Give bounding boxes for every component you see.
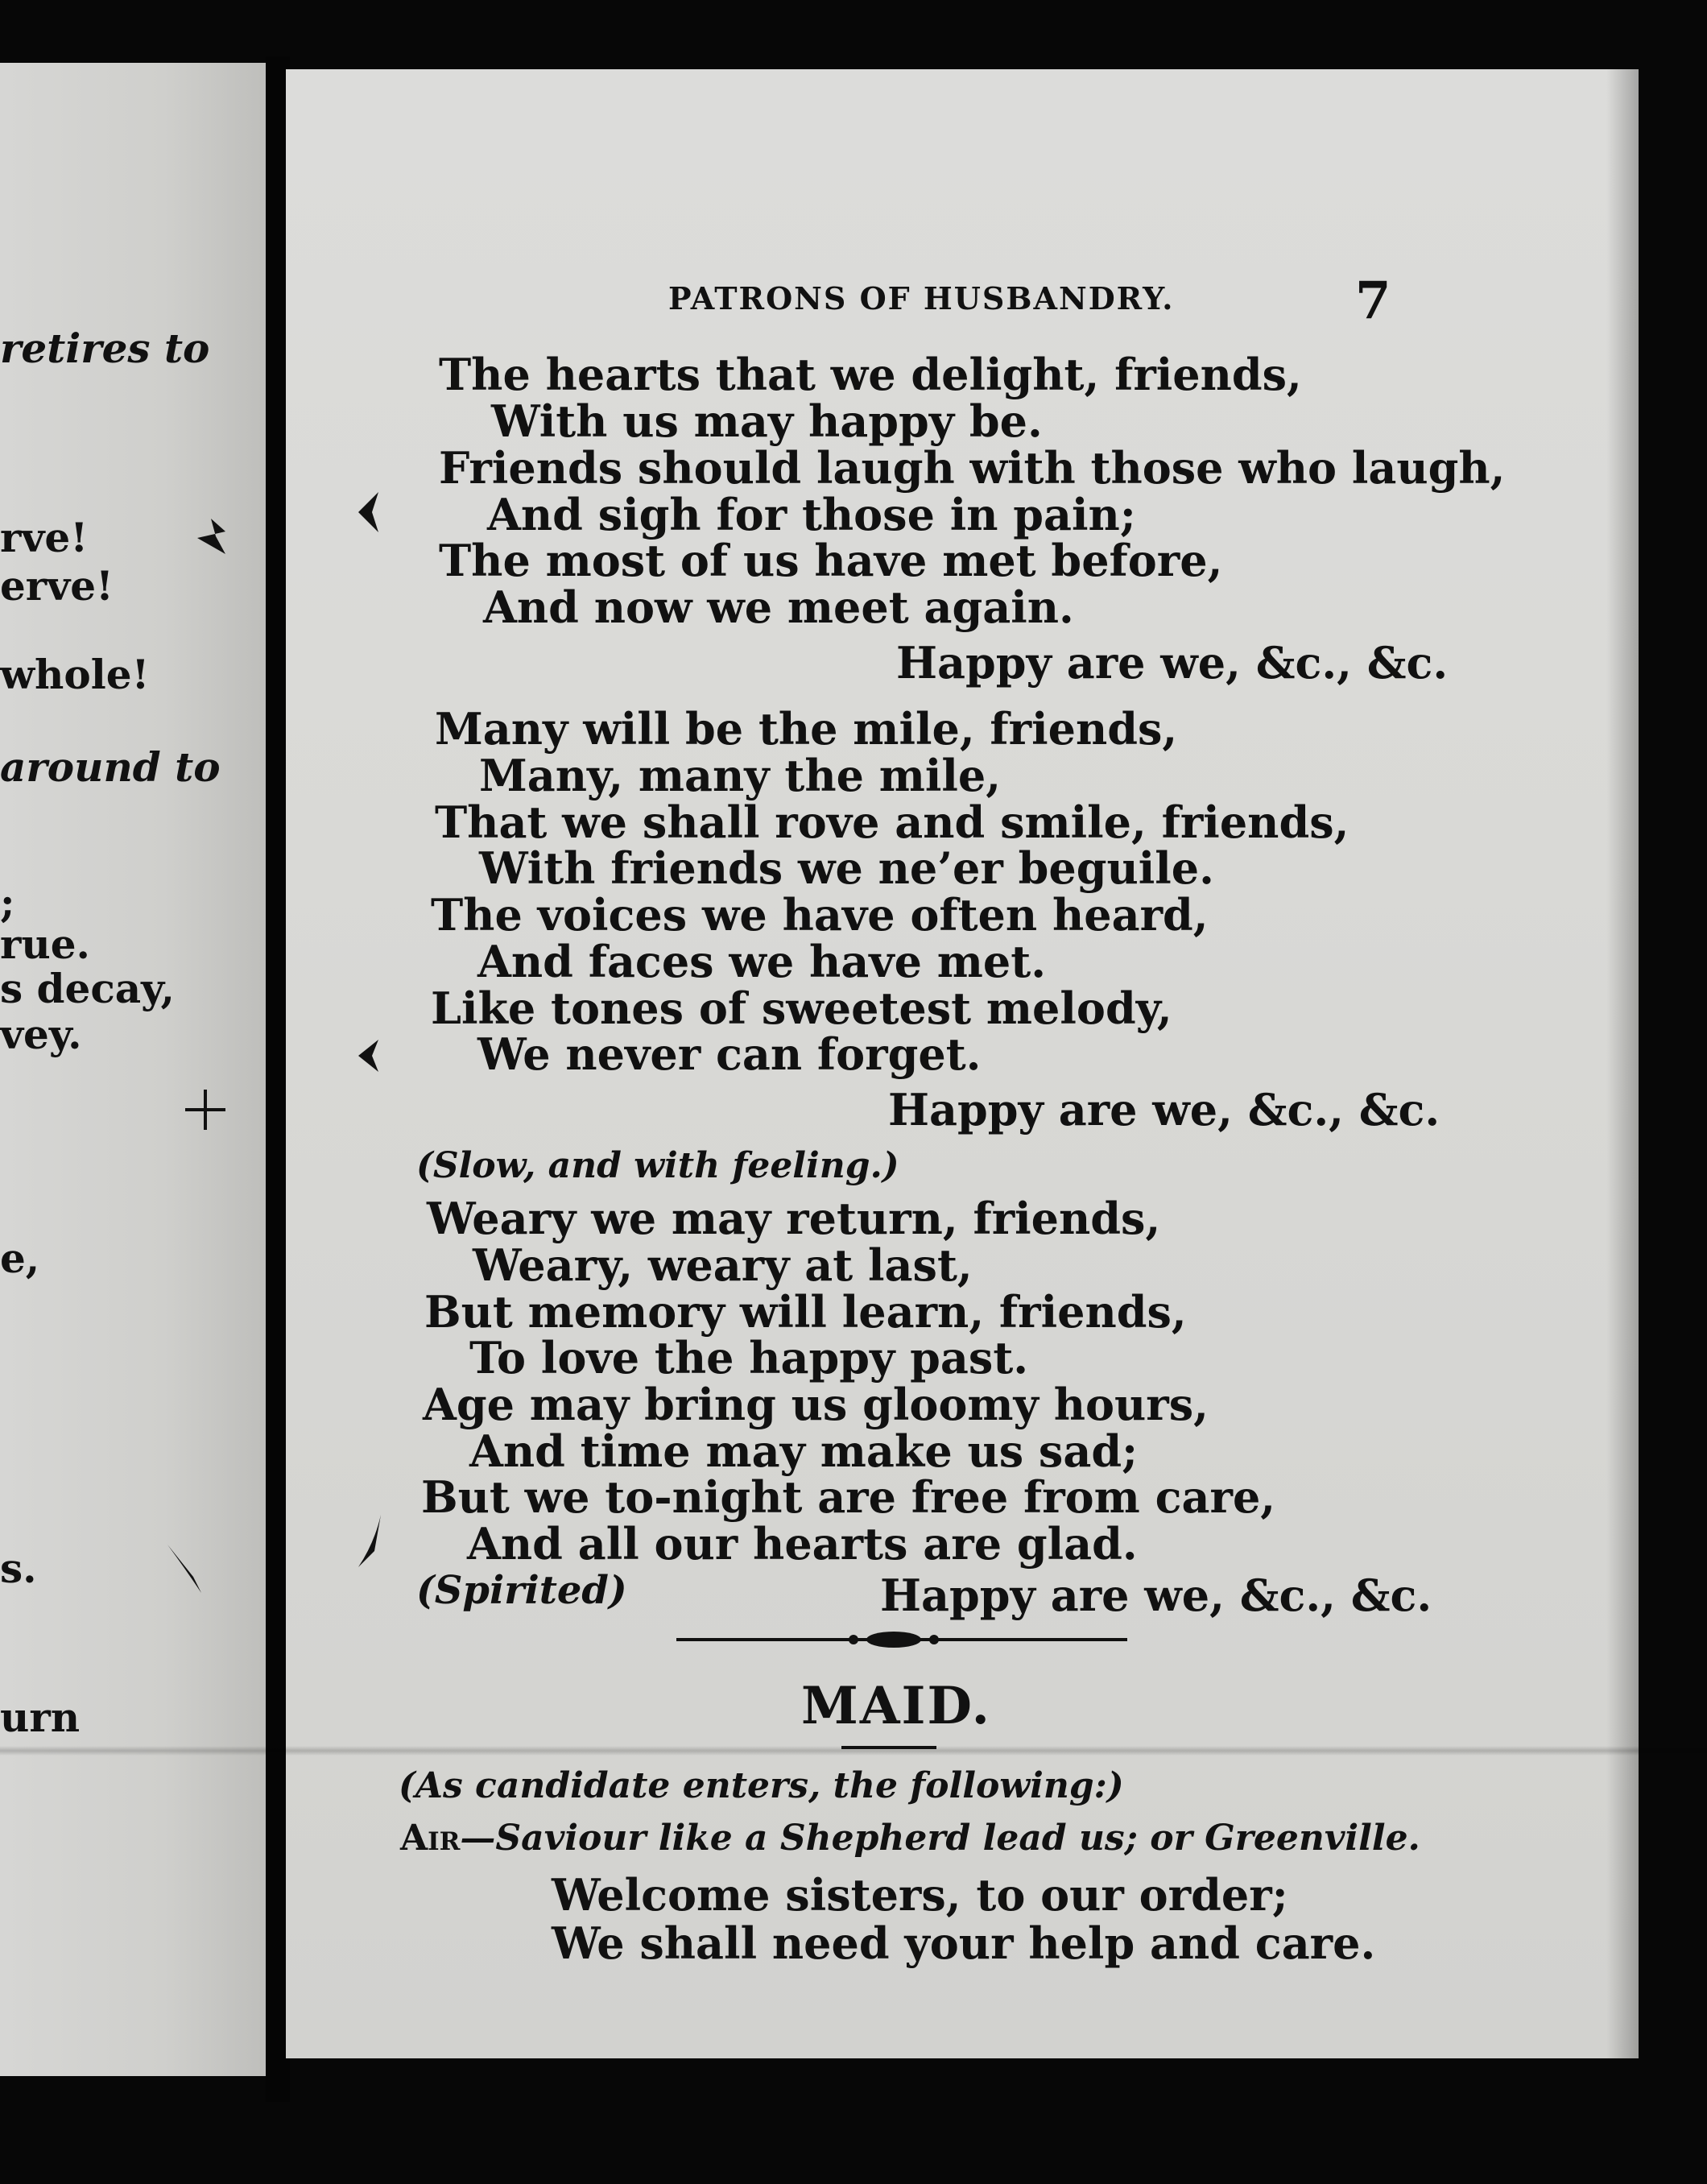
sprocket-mark-icon <box>181 1086 229 1134</box>
left-line: whole! <box>0 651 150 698</box>
verse-line: And time may make us sad; <box>469 1425 1139 1477</box>
sprocket-mark-icon <box>354 488 386 536</box>
verse-line: Weary, weary at last, <box>473 1239 973 1291</box>
sprocket-mark-icon <box>354 1036 386 1076</box>
left-line: ; <box>0 879 15 926</box>
left-line: urn <box>0 1694 81 1741</box>
scan-band <box>0 1746 1707 1756</box>
verse-line: But memory will learn, friends, <box>424 1286 1187 1338</box>
left-line: around to <box>0 743 221 791</box>
verse-line: Friends should laugh with those who laugh, <box>439 442 1506 494</box>
verse-line: With us may happy be. <box>491 395 1043 447</box>
air-line <box>400 1818 1420 1859</box>
verse-line: We never can forget. <box>477 1028 982 1080</box>
verse-line: And faces we have met. <box>477 936 1047 987</box>
stage-direction: (As candidate enters, the following:) <box>399 1765 1124 1806</box>
verse-line: And all our hearts are glad. <box>467 1518 1138 1570</box>
air-tune: —Saviour like a Shepherd lead us; or Greenville. <box>460 1818 1420 1859</box>
left-line: vey. <box>0 1011 82 1058</box>
stage-direction: (Slow, and with feeling.) <box>416 1145 899 1186</box>
air-label: Air <box>400 1818 461 1859</box>
ornamental-rule <box>676 1628 1127 1652</box>
verse-line: And now we meet again. <box>483 581 1074 633</box>
verse-line: With friends we ne’er beguile. <box>479 842 1214 894</box>
left-line: erve! <box>0 562 114 610</box>
verse-line: And sigh for those in pain; <box>487 489 1136 540</box>
sprocket-mark-icon <box>193 514 234 562</box>
left-line: e, <box>0 1235 40 1282</box>
refrain-line: Happy are we, &c., &c. <box>888 1084 1440 1135</box>
verse-line: Many, many the mile, <box>479 750 1002 801</box>
section-title: MAID. <box>801 1676 991 1736</box>
left-line: retires to <box>0 325 210 372</box>
verse-line: Weary we may return, friends, <box>427 1193 1161 1244</box>
left-line: s decay, <box>0 965 175 1012</box>
verse-line: Age may bring us gloomy hours, <box>423 1379 1209 1430</box>
book-page <box>286 69 1639 2058</box>
verse-line: That we shall rove and smile, friends, <box>435 796 1349 848</box>
verse-line: The voices we have often heard, <box>431 889 1209 941</box>
sprocket-mark-icon <box>161 1537 217 1601</box>
left-line: rve! <box>0 514 89 561</box>
page-number: 7 <box>1355 271 1391 331</box>
verse-line: But we to-night are free from care, <box>421 1471 1276 1523</box>
verse-line: The hearts that we delight, friends, <box>439 349 1302 400</box>
sprocket-mark-icon <box>350 1511 391 1575</box>
verse-line: Many will be the mile, friends, <box>435 703 1178 755</box>
left-page-fragment <box>0 63 274 2076</box>
verse-line: To love the happy past. <box>469 1332 1029 1384</box>
verse-line: Welcome sisters, to our order; <box>552 1869 1288 1921</box>
left-line: s. <box>0 1545 37 1592</box>
page-edge-shadow <box>1606 69 1639 2058</box>
refrain-line: Happy are we, &c., &c. <box>880 1570 1432 1621</box>
verse-line: The most of us have met before, <box>439 535 1223 586</box>
refrain-line: Happy are we, &c., &c. <box>896 637 1449 689</box>
running-head: PATRONS OF HUSBANDRY. <box>668 280 1175 316</box>
left-line: rue. <box>0 920 90 968</box>
stage-direction: (Spirited) <box>416 1568 627 1613</box>
verse-line: Like tones of sweetest melody, <box>431 982 1172 1034</box>
verse-line: We shall need your help and care. <box>552 1917 1376 1969</box>
